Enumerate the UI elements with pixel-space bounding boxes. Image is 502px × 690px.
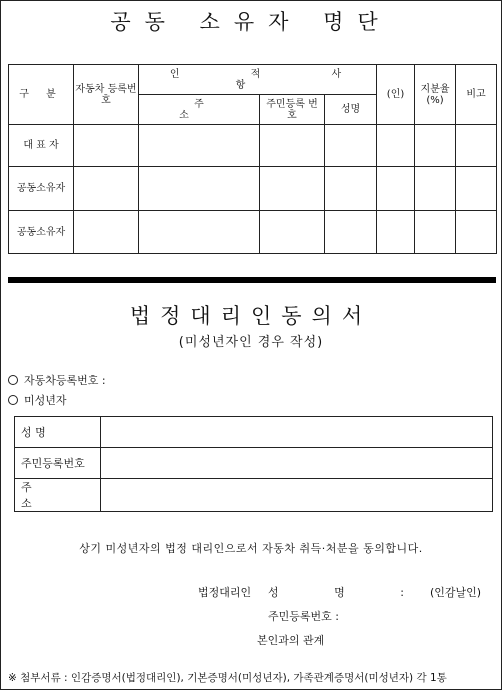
option-vehicle-reg-no[interactable] [8, 372, 106, 388]
table-row [9, 211, 497, 254]
vehicle-reg-no-cell[interactable] [74, 211, 139, 254]
field-label-name: 성 명 [15, 417, 101, 448]
table-row [15, 417, 493, 448]
address-cell[interactable] [139, 167, 260, 211]
minor-name-field[interactable] [101, 417, 493, 448]
remarks-cell[interactable] [456, 125, 497, 167]
remarks-cell[interactable] [456, 167, 497, 211]
header-seal: (인) [377, 65, 415, 125]
option-label: 자동차등록번호 : [24, 374, 106, 387]
vehicle-reg-no-cell[interactable] [74, 167, 139, 211]
seal-note: (인감날인) [430, 586, 482, 599]
attachments-footnote: ※ 첨부서류 : 인감증명서(법정대리인), 기본증명서(미성년자), 가족관계증명서(미성년자) 각 1통 [8, 672, 447, 684]
header-vehicle-reg-no: 자동차 등록번호 [74, 65, 139, 125]
row-category: 공동소유자 [9, 167, 74, 211]
table-row [15, 448, 493, 479]
radio-circle-icon [8, 375, 18, 385]
field-label-resident-no: 주민등록번호 [15, 448, 101, 479]
address-cell[interactable] [139, 211, 260, 254]
guardian-resident-no-label: 주민등록번호 : [268, 610, 339, 623]
seal-cell[interactable] [377, 167, 415, 211]
table-row [9, 125, 497, 167]
owner-list-title: 공동 소유자 명단 [110, 10, 392, 34]
guardian-name-label: 성 명 : [268, 586, 430, 599]
name-cell[interactable] [325, 167, 377, 211]
section-divider [8, 277, 496, 283]
option-minor[interactable] [8, 392, 67, 408]
header-name: 성명 [325, 95, 377, 125]
guardian-label: 법정대리인 [198, 586, 252, 599]
consent-form-subtitle: (미성년자인 경우 작성) [178, 335, 324, 350]
share-cell[interactable] [415, 211, 456, 254]
minor-resident-no-field[interactable] [101, 448, 493, 479]
header-personal-details: 인 적 사 항 [139, 65, 377, 95]
header-address: 주 소 [139, 95, 260, 125]
table-row [15, 479, 493, 512]
remarks-cell[interactable] [456, 211, 497, 254]
header-category: 구 분 [9, 65, 74, 125]
header-share: 지분율 (%) [415, 65, 456, 125]
resident-no-cell[interactable] [260, 211, 325, 254]
resident-no-cell[interactable] [260, 125, 325, 167]
header-remarks: 비고 [456, 65, 497, 125]
resident-no-cell[interactable] [260, 167, 325, 211]
relation-label: 본인과의 관계 [257, 634, 325, 647]
minor-address-field[interactable] [101, 479, 493, 512]
seal-cell[interactable] [377, 211, 415, 254]
share-cell[interactable] [415, 125, 456, 167]
option-label: 미성년자 [24, 394, 67, 407]
radio-circle-icon [8, 395, 18, 405]
consent-statement: 상기 미성년자의 법정 대리인으로서 자동차 취득·처분을 동의합니다. [79, 542, 423, 555]
name-cell[interactable] [325, 125, 377, 167]
vehicle-reg-no-cell[interactable] [74, 125, 139, 167]
field-label-address: 주 소 [15, 479, 101, 512]
name-cell[interactable] [325, 211, 377, 254]
address-cell[interactable] [139, 125, 260, 167]
share-cell[interactable] [415, 167, 456, 211]
seal-cell[interactable] [377, 125, 415, 167]
header-resident-no: 주민등록 번 호 [260, 95, 325, 125]
row-category: 공동소유자 [9, 211, 74, 254]
table-row [9, 167, 497, 211]
minor-info-table [14, 416, 493, 512]
row-category: 대 표 자 [9, 125, 74, 167]
owner-table [8, 64, 497, 254]
consent-form-title: 법정대리인동의서 [129, 304, 373, 328]
